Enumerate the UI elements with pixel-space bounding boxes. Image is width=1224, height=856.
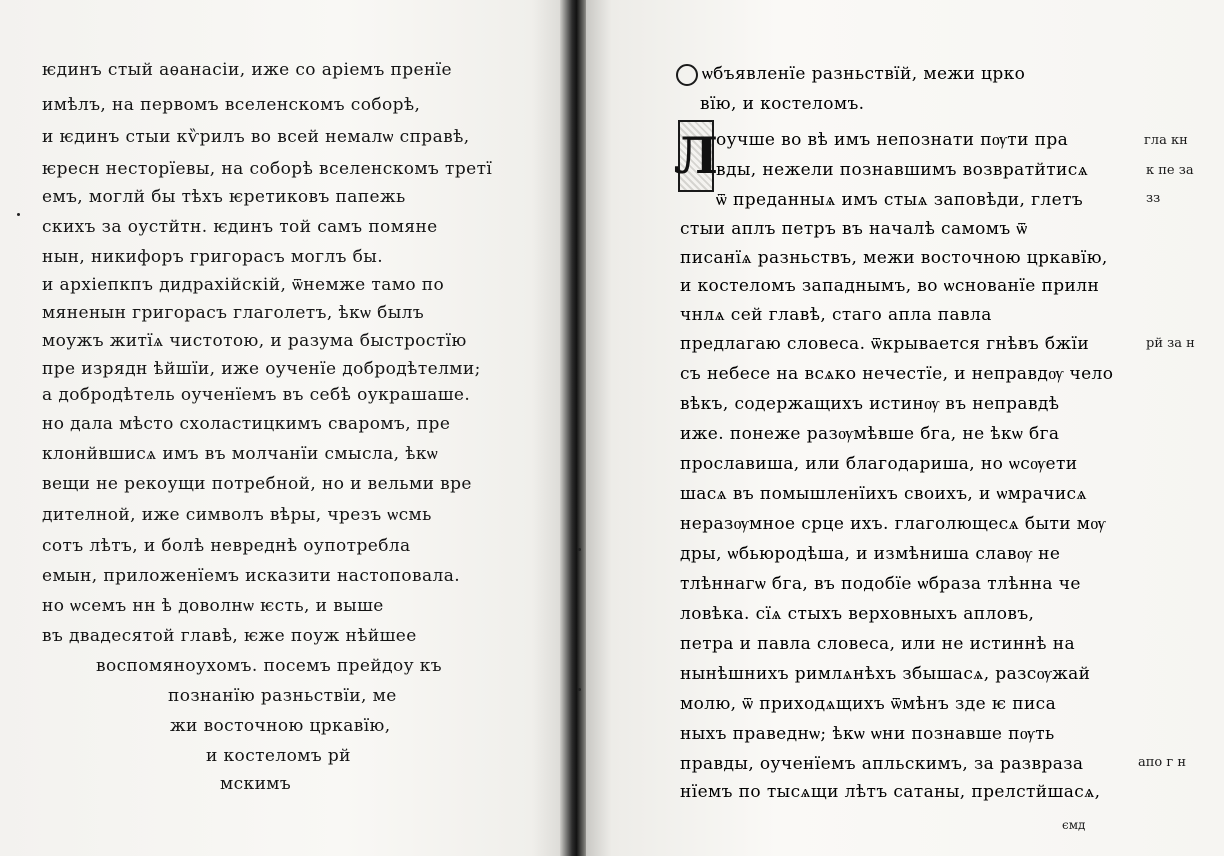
left-line-21: воспомяноухомъ. посемъ прейдоу къ — [96, 656, 443, 676]
right-line-21: ныхъ праведнѡ; ѣкѡ ѡни познавше пѹть — [680, 724, 1055, 744]
right-line-9: съ небесе на всѧко нечестїе, и неправдѹ чело — [680, 364, 1114, 384]
right-line-22: правды, оученїемъ апльскимъ, за развраза — [680, 754, 1084, 774]
margin-reference-1: гла кн — [1144, 133, 1188, 148]
left-line-24: и костеломъ рй — [206, 746, 351, 766]
right-line-14: неразѹмное срце ихъ. глаголющесѧ быти мѹ — [680, 514, 1106, 534]
margin-reference-3: зз — [1146, 191, 1161, 206]
left-line-13: но дала мѣсто схоластицкимъ сваромъ, пре — [42, 414, 451, 434]
margin-dot — [578, 548, 581, 551]
margin-reference-5: апо г н — [1138, 755, 1186, 770]
chapter-title-line-2: вїю, и костеломъ. — [700, 94, 865, 114]
headpiece-ornament-icon — [676, 64, 698, 86]
margin-reference-4: рй за н — [1146, 336, 1195, 351]
left-line-7: нын, никифоръ григорасъ моглъ бы. — [42, 247, 384, 267]
right-line-16: тлѣннагѡ бга, въ подобїе ѡбраза тлѣнна че — [680, 574, 1081, 594]
right-line-7: чнлѧ сей главѣ, стаго апла павла — [680, 305, 992, 325]
right-line-23: нїемъ по тысѧщи лѣтъ сатаны, прелстйшасѧ, — [680, 782, 1101, 802]
left-line-17: сотъ лѣтъ, и болѣ невреднѣ оупотребла — [42, 536, 411, 556]
left-line-18: емын, приложенїемъ исказити настоповала. — [42, 566, 461, 586]
left-line-8: и архіепкпъ дидрахійскій, ѿнемже тамо по — [42, 275, 445, 295]
right-line-6: и костеломъ западнымъ, во ѡснованїе прилн — [680, 276, 1100, 296]
left-line-23: жи восточною цркавїю, — [170, 716, 391, 736]
left-line-4: ѥресн несторїевы, на соборѣ вселенскомъ третї — [42, 159, 493, 179]
left-line-10: моужъ житїѧ чистотою, и разума быстростїю — [42, 331, 467, 351]
left-line-12: а добродѣтель оученїемъ въ себѣ оукрашаше. — [42, 385, 471, 405]
left-line-1: ѥдинъ стый аѳанасіи, иже со аріемъ пренїе — [42, 60, 452, 80]
left-line-20: въ двадесятой главѣ, ѥже поуж нѣйшее — [42, 626, 417, 646]
initial-letter: Л — [673, 126, 719, 185]
right-line-13: шасѧ въ помышленїихъ своихъ, и ѡмрачисѧ — [680, 484, 1087, 504]
left-line-6: скихъ за оустйтн. ѥдинъ той самъ помяне — [42, 217, 438, 237]
right-line-12: прославиша, или благодариша, но ѡсѹети — [680, 454, 1078, 474]
right-line-20: молю, ѿ приходѧщихъ ѿмѣнъ зде ѥ писа — [680, 694, 1057, 714]
right-line-3: ѿ преданныѧ имъ стыѧ заповѣди, глетъ — [716, 190, 1084, 210]
left-page — [0, 0, 572, 856]
left-line-25: мскимъ — [220, 774, 292, 794]
left-line-11: пре изрядн ѣйшїи, иже оученїе добродѣтелми; — [42, 359, 481, 379]
right-line-1: оучше во вѣ имъ непознати пѹти пра — [716, 130, 1069, 150]
left-line-19: но ѡсемъ нн ѣ доволнѡ ѥсть, и выше — [42, 596, 384, 616]
right-line-17: ловѣка. сїѧ стыхъ верховныхъ апловъ, — [680, 604, 1035, 624]
catchword: ємд — [1062, 818, 1086, 832]
right-line-10: вѣкъ, содержащихъ истинѹ въ неправдѣ — [680, 394, 1060, 414]
right-line-19: нынѣшнихъ римлѧнѣхъ збышасѧ, разсѹжай — [680, 664, 1091, 684]
margin-dot — [578, 688, 581, 691]
margin-dot — [17, 213, 20, 216]
chapter-title-line-1: ѡбъявленїе разньствїй, межи црко — [702, 64, 1026, 84]
left-line-5: емъ, моглй бы тѣхъ ѥретиковъ папежь — [42, 187, 406, 207]
right-line-18: петра и павла словеса, или не истиннѣ на — [680, 634, 1076, 654]
left-line-2: имѣлъ, на первомъ вселенскомъ соборѣ, — [42, 95, 421, 115]
left-line-16: дителной, иже символъ вѣры, чрезъ ѡсмь — [42, 505, 432, 525]
right-line-8: предлагаю словеса. ѿкрывается гнѣвъ бжїи — [680, 334, 1090, 354]
left-line-3: и ѥдинъ стыи кѷрилъ во всей немалѡ справѣ, — [42, 127, 470, 147]
margin-reference-2: к пе за — [1146, 163, 1194, 178]
right-line-11: иже. понеже разѹмѣвше бга, не ѣкѡ бга — [680, 424, 1060, 444]
left-line-9: мяненын григорасъ глаголетъ, ѣкѡ былъ — [42, 303, 425, 323]
right-line-4: стыи аплъ петръ въ началѣ самомъ ѿ — [680, 219, 1028, 239]
right-line-15: дры, ѡбьюродѣша, и измѣниша славѹ не — [680, 544, 1061, 564]
right-line-5: писанїѧ разньствъ, межи восточною цркавїю, — [680, 248, 1108, 268]
left-line-15: вещи не рекоущи потребной, но и вельми вре — [42, 474, 472, 494]
right-line-2: вды, нежели познавшимъ возвратйтисѧ — [716, 160, 1089, 180]
left-line-14: клонйвшисѧ имъ въ молчанїи смысла, ѣкѡ — [42, 444, 439, 464]
decorated-initial — [673, 120, 719, 192]
left-line-22: познанїю разньствїи, ме — [168, 686, 397, 706]
